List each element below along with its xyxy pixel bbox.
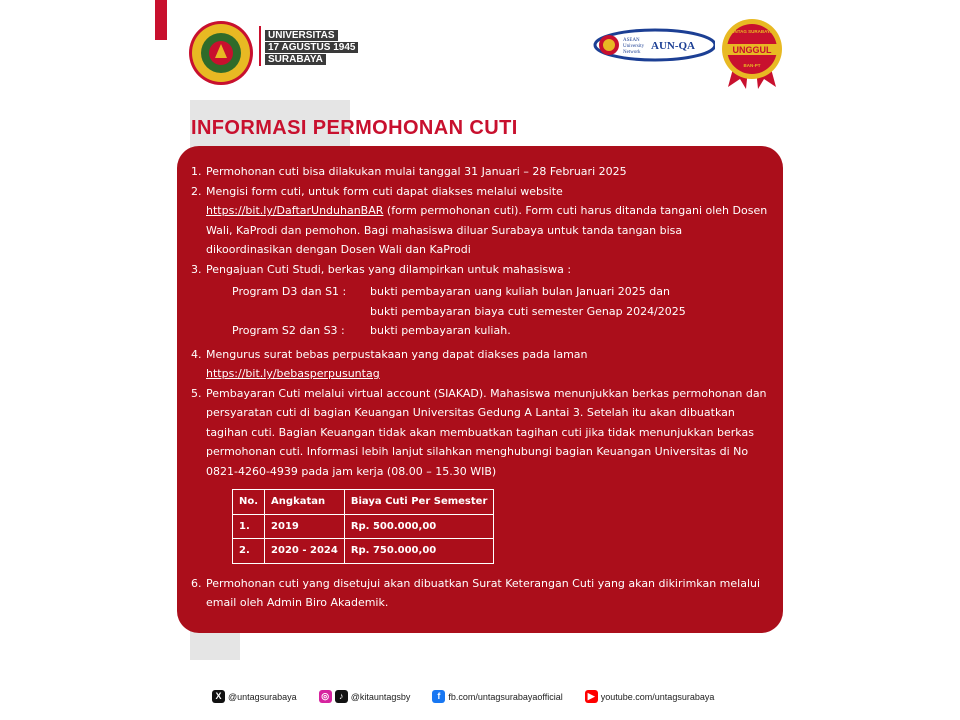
item-text: Permohonan cuti bisa dilakukan mulai tanggal 31 Januari – 28 Februari 2025 — [206, 165, 627, 178]
table-header-row — [233, 490, 494, 515]
program-requirements — [232, 282, 771, 341]
item-text: Pembayaran Cuti melalui virtual account (SIAKAD). Mahasiswa menunjukkan berkas permohonan dan persyaratan cuti di bagian Keuangan Universitas Gedung A Lantai 3. Setelah itu akan dibuatkan tagihan cuti. Bagian Keuangan tidak akan membuatkan tagihan cuti jika tidak menunjukkan berkas permohonan cuti. Informasi lebih lanjut silahkan menghubungi bagian Keuangan Universitas di No 0821-4260-4939 pada jam kerja (08.00 – 15.30 WIB) — [206, 386, 767, 478]
item-number: 3. — [191, 262, 202, 276]
library-link[interactable]: https://bit.ly/bebasperpusuntag — [206, 367, 380, 380]
red-tab — [155, 0, 167, 40]
item-number: 1. — [191, 165, 202, 178]
item-number: 5. — [191, 386, 202, 400]
column-header: Biaya Cuti Per Semester — [344, 490, 494, 515]
item-text: Pengajuan Cuti Studi, berkas yang dilampirkan untuk mahasiswa : — [206, 262, 572, 276]
instagram-icon: ◎ — [319, 690, 332, 703]
x-handle: @untagsurabaya — [228, 691, 297, 702]
list-item — [191, 384, 771, 482]
list-item — [191, 182, 771, 260]
university-seal-logo — [188, 20, 254, 86]
university-name — [265, 30, 358, 66]
content-list — [191, 162, 771, 613]
fee-table — [232, 489, 494, 564]
youtube-icon: ▶ — [585, 690, 598, 703]
facebook-link[interactable] — [432, 690, 562, 703]
item-number: 2. — [191, 184, 202, 198]
social-footer — [212, 690, 736, 703]
table-cell: Rp. 500.000,00 — [344, 514, 494, 539]
uni-line-3: SURABAYA — [265, 54, 326, 65]
program-row — [232, 282, 771, 302]
tiktok-icon: ♪ — [335, 690, 348, 703]
program-label — [232, 302, 370, 322]
table-cell: 2020 - 2024 — [265, 539, 345, 564]
item-text-before: Mengurus surat bebas perpustakaan yang dapat diakses pada laman — [206, 347, 588, 361]
badge-top-text: UNTAG SURABAYA — [731, 29, 773, 34]
x-icon: X — [212, 690, 225, 703]
item-text-after: (form permohonan cuti). Form cuti harus ditanda tangani oleh Dosen Wali, KaProdi dan pemohon. Bagi mahasiswa diluar Surabaya untuk tanda tangan bisa dikoordinasikan dengan Dosen Wali dan KaProdi — [206, 204, 768, 256]
item-number: 4. — [191, 347, 202, 361]
x-social-link[interactable] — [212, 690, 297, 703]
yt-handle: youtube.com/untagsurabaya — [600, 691, 715, 702]
table-cell: 1. — [233, 514, 265, 539]
program-row — [232, 302, 771, 322]
page-title: INFORMASI PERMOHONAN CUTI — [191, 117, 518, 139]
table-row — [233, 539, 494, 564]
table-cell: 2019 — [265, 514, 345, 539]
youtube-link[interactable] — [585, 690, 715, 703]
asean-label-1: ASEAN — [623, 38, 640, 43]
program-value: bukti pembayaran kuliah. — [370, 324, 511, 337]
uni-line-1: UNIVERSITAS — [265, 30, 338, 41]
list-item — [191, 260, 771, 280]
program-value: bukti pembayaran uang kuliah bulan Januari 2025 dan — [370, 285, 670, 298]
item-text: Permohonan cuti yang disetujui akan dibuatkan Surat Keterangan Cuti yang akan dikirimkan melalui email oleh Admin Biro Akademik. — [206, 576, 761, 609]
list-item — [191, 345, 771, 384]
list-item — [191, 162, 771, 182]
program-label: Program S2 dan S3 : — [232, 324, 345, 337]
column-header: No. — [233, 490, 265, 515]
badge-bottom-text: BAN-PT — [743, 63, 761, 68]
unggul-badge — [718, 17, 786, 89]
aunqa-label: AUN-QA — [651, 40, 695, 52]
ig-handle: @kitauntagsby — [350, 691, 411, 702]
program-value: bukti pembayaran biaya cuti semester Genap 2024/2025 — [370, 304, 686, 318]
column-header: Angkatan — [265, 490, 345, 515]
asean-label-2: University — [623, 44, 645, 49]
uni-line-2: 17 AGUSTUS 1945 — [265, 42, 358, 53]
badge-main-text: UNGGUL — [732, 45, 772, 55]
table-cell: 2. — [233, 539, 265, 564]
facebook-icon: f — [432, 690, 445, 703]
asean-aunqa-logo — [585, 26, 715, 64]
table-cell: Rp. 750.000,00 — [344, 539, 494, 564]
instagram-tiktok-link[interactable] — [319, 690, 411, 703]
item-text — [206, 182, 771, 260]
header-divider — [259, 26, 261, 66]
list-item — [191, 574, 771, 613]
program-row — [232, 321, 771, 341]
table-row — [233, 514, 494, 539]
item-text — [206, 345, 771, 384]
program-label: Program D3 dan S1 : — [232, 285, 347, 298]
item-number: 6. — [191, 576, 202, 590]
item-text-before: Mengisi form cuti, untuk form cuti dapat diakses melalui website — [206, 184, 563, 198]
form-link[interactable]: https://bit.ly/DaftarUnduhanBAR — [206, 204, 384, 217]
asean-label-3: Network — [623, 50, 641, 55]
fb-handle: fb.com/untagsurabayaofficial — [448, 691, 563, 702]
